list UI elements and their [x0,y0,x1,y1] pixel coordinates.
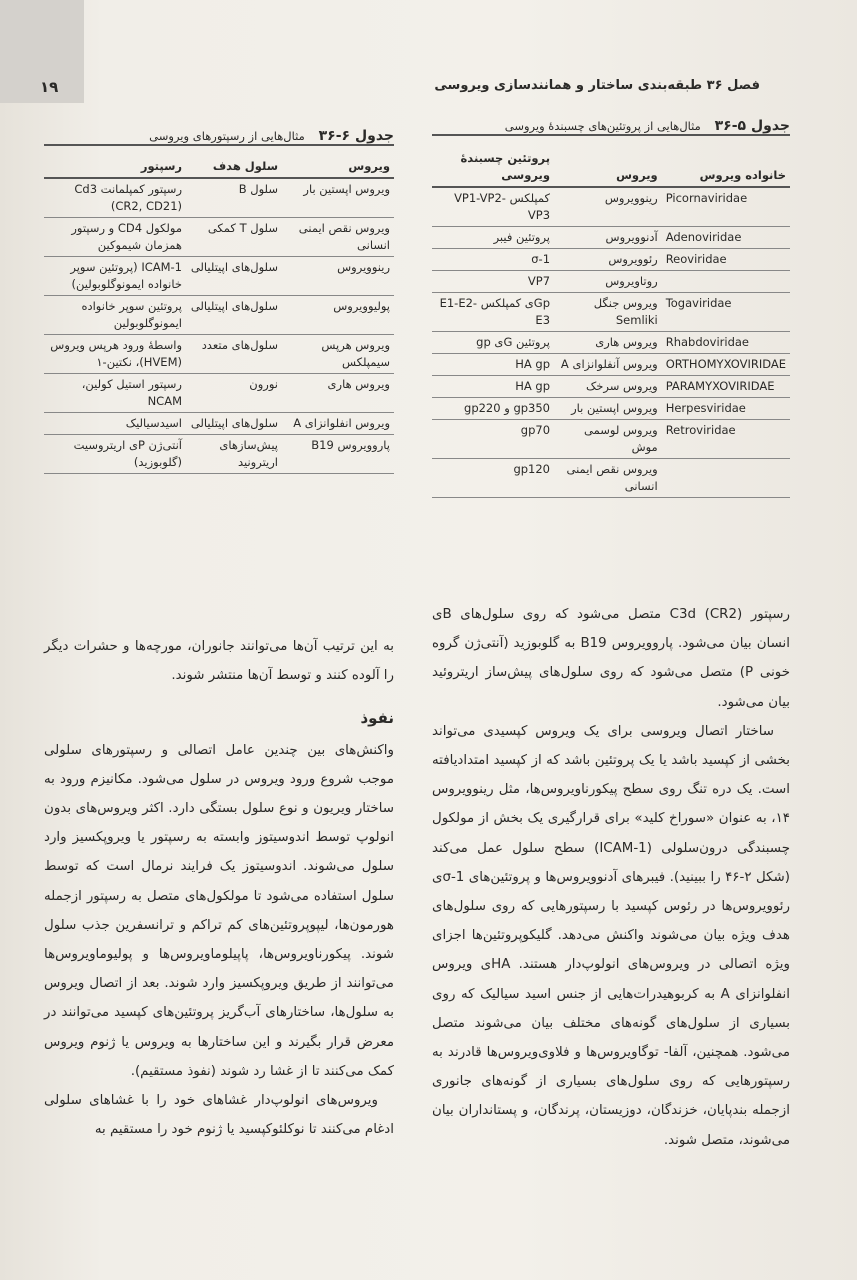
table6-cell-target: سلول‌های اپیتلیالی [186,257,282,296]
table5-cell-family [662,271,790,293]
table5-title: مثال‌هایی از پروتئین‌های چسبندۀ ویروسی [504,119,701,133]
table5-row [432,398,790,420]
table5-row [432,376,790,398]
table6-cell-target: سلول‌های اپیتلیالی [186,296,282,335]
table6-cell-virus: ویروس انفلوانزای A [282,413,394,435]
table5-row [432,459,790,498]
table6-cell-receptor: مولکول CD4 و رسپتور همزمان شیموکین [44,218,186,257]
table5-cell-family: ORTHOMYXOVIRIDAE [662,354,790,376]
table6-cell-virus: رینوویروس [282,257,394,296]
table5-cell-family: PARAMYXOVIRIDAE [662,376,790,398]
running-title: فصل ۳۶ طبقه‌بندی ساختار و همانندسازی ویروسی [434,78,760,93]
table5-row [432,187,790,227]
table5-row [432,249,790,271]
table6-cell-receptor: اسیدسیالیک [44,413,186,435]
table5-cell-family: Adenoviridae [662,227,790,249]
table6-cell-virus: ویروس اپستین بار [282,178,394,218]
table6-row [44,218,394,257]
table5-row [432,293,790,332]
table5-cell-protein: HA gp [432,376,554,398]
table5-cell-virus: روتاویروس [554,271,662,293]
table6-cell-virus: ویروس هاری [282,374,394,413]
table5-cell-family: Togaviridae [662,293,790,332]
table6-row [44,413,394,435]
table6-header-virus: ویروس [282,156,394,178]
table6-cell-target: پیش‌سازهای اریترونید [186,435,282,474]
table6-row [44,374,394,413]
table5-cell-virus: ویروس هاری [554,332,662,354]
table6-cell-receptor: آنتی‌ژن Pی اریتروسیت (گلوبوزید) [44,435,186,474]
table6-cell-target: سلول B [186,178,282,218]
table5-cell-virus: رینوویروس [554,187,662,227]
table6-cell-virus: پاروویروس B19 [282,435,394,474]
table5-cell-virus: ویروس آنفلوانزای A [554,354,662,376]
paragraph: رسپتور C3d (CR2) متصل می‌شود که روی سلول‌های Bی انسان بیان می‌شود. پاروویروس B19 به گلوبوزید (آنتی‌ژن گروه خونی P) متصل می‌شود که روی سلول‌های پیش‌ساز اریتروئید بیان می‌شود. [432,607,791,710]
left-column [44,632,394,1144]
table5-cell-family: Reoviridae [662,249,790,271]
table5-cell-virus: رئوویروس [554,249,662,271]
table5-cell-family: Picornaviridae [662,187,790,227]
section-heading: نفوذ [360,709,394,728]
table5-cell-protein: کمپلکس VP1-VP2-VP3 [432,187,554,227]
table5-cell-protein: Gpی کمپلکس E1-E2-E3 [432,293,554,332]
table5-cell-protein: σ-1 [432,249,554,271]
table6 [44,156,394,474]
paragraph: به این ترتیب آن‌ها می‌توانند جانوران، مورچه‌ها و حشرات دیگر را آلوده کنند و توسط آن‌ها منتشر شوند. [44,639,394,684]
table6-row [44,296,394,335]
paragraph: ویروس‌های انولوپ‌دار غشاهای خود را با غشاهای سلولی ادغام می‌کنند تا نوکلئوکپسید یا ژنوم خود را مستقیم به [44,1093,394,1138]
table6-cell-target: سلول‌های اپیتلیالی [186,413,282,435]
table5-caption [432,118,790,136]
page-number: ۱۹ [40,78,59,96]
table5-cell-family: Rhabdoviridae [662,332,790,354]
table5-cell-virus: ویروس نقص ایمنی انسانی [554,459,662,498]
table5-cell-family: Herpesviridae [662,398,790,420]
table5-row [432,271,790,293]
table6-cell-target: نورون [186,374,282,413]
table5-cell-family: Retroviridae [662,420,790,459]
table6-header-receptor: رسپتور [44,156,186,178]
table6-row [44,257,394,296]
table5-cell-virus: ویروس سرخک [554,376,662,398]
table6-cell-target: سلول‌های متعدد [186,335,282,374]
table5-row [432,354,790,376]
table6-header-target: سلول هدف [186,156,282,178]
table6-number: جدول ۶-۳۶ [318,128,394,144]
table5-cell-virus: ویروس جنگل Semliki [554,293,662,332]
table5-cell-protein: VP7 [432,271,554,293]
table6-row [44,435,394,474]
table5-cell-protein: پروتئین فیبر [432,227,554,249]
table5-cell-virus: ویروس اپستین بار [554,398,662,420]
table5-cell-virus: ویروس لوسمی موش [554,420,662,459]
table6-cell-receptor: واسطۀ ورود هرپس ویروس (HVEM)، نکتین-۱ [44,335,186,374]
table6-cell-receptor: رسپتور استیل کولین، NCAM [44,374,186,413]
paragraph: ساختار اتصال ویروسی برای یک ویروس کپسیدی می‌تواند بخشی از کپسید باشد یا یک پروتئین باشد که از کپسید امتدادیافته است. یک دره تنگ روی سطح پیکورناویروس‌ها، مثل رینوویروس ۱۴، به عنوان «سوراخ کلید» برای قرارگیری یک بخش از مولکول چسبندگی درون‌سلولی (ICAM-1) سطح سلول عمل می‌کند (شکل ۲-۴۶ را ببینید). فیبرهای آدنوویروس‌ها و پروتئین‌های σ-1ی رئوویروس‌ها در رئوس کپسید با رسپتورهایی که روی سلول‌های هدف ویژه بیان می‌شوند واکنش می‌دهد. گلیکوپروتئین‌ها اجزای ویژه اتصالی در ویروس‌های انولوپ‌دار هستند. HAی ویروس انفلوانزای A به کربوهیدرات‌هایی از جنس اسید سیالیک که روی بسیاری از سلول‌های گونه‌های مختلف بیان می‌شوند متصل می‌شود. همچنین، آلفا- توگاویروس‌ها و فلاوی‌ویروس‌ها قادرند به رسپتورهایی که روی سلول‌های بسیاری از گونه‌های جانوری ازجمله بندپایان، خزندگان، دوزیستان، پرندگان، و پستانداران بیان می‌شوند، متصل شوند. [432,723,790,1148]
table5 [432,148,790,498]
table5-cell-protein: HA gp [432,354,554,376]
table5-row [432,332,790,354]
table6-cell-receptor: رسپتور کمپلمانت Cd3 (CR2, CD21) [44,178,186,218]
table5-cell-family [662,459,790,498]
table5-header-protein: پروتئین چسبندۀ ویروسی [432,148,554,187]
table6-title: مثال‌هایی از رسپتورهای ویروسی [149,129,305,143]
table5-header-virus: ویروس [554,148,662,187]
table5-cell-protein: پروتئین Gی gp [432,332,554,354]
table6-cell-virus: ویروس هرپس سیمپلکس [282,335,394,374]
table6-caption [44,128,394,146]
table5-cell-protein: gp120 [432,459,554,498]
table5-cell-protein: gp70 [432,420,554,459]
paragraph: واکنش‌های بین چندین عامل اتصالی و رسپتورهای سلولی موجب شروع ورود ویروس در سلول می‌شود. مکانیزم ورود به ساختار ویریون و نوع سلول بستگی دارد. اکثر ویروس‌های بدون انولوپ توسط اندوسیتوز وابسته به رسپتور یا ویروپکسیز وارد سلول می‌شوند. اندوسیتوز یک فرایند نرمال است که توسط سلول استفاده می‌شود تا مولکول‌های متصل به رسپتور ازجمله هورمون‌ها، لیپوپروتئین‌های کم تراکم و ترانسفرین جذب سلول شوند. پیکورناویروس‌ها، پاپیلوماویروس‌ها و پولیوماویروس‌ها می‌توانند از طریق ویروپکسیز وارد شوند. بعد از اتصال ویروس به سلول‌ها، ساختارهای آب‌گریز پروتئین‌های کپسید می‌توانند در معرض قرار بگیرند و این ساختارها به ویروس یا ژنوم ویروس کمک می‌کنند تا از غشا رد شوند (نفوذ مستقیم). [44,742,394,1079]
table6-cell-target: سلول T کمکی [186,218,282,257]
table5-header-family: خانواده ویروس [662,148,790,187]
table5-row [432,420,790,459]
table6-cell-receptor: ICAM-1 (پروتئین سوپر خانواده ایمونوگلوبولین) [44,257,186,296]
right-column [432,600,790,1155]
table5-cell-virus: آدنوویروس [554,227,662,249]
table6-row [44,178,394,218]
table6-cell-receptor: پروتئین سوپر خانواده ایمونوگلوبولین [44,296,186,335]
table6-row [44,335,394,374]
table6-cell-virus: ویروس نقص ایمنی انسانی [282,218,394,257]
table5-cell-protein: gp350 و gp220 [432,398,554,420]
table6-cell-virus: پولیوویروس [282,296,394,335]
table5-row [432,227,790,249]
table5-number: جدول ۵-۳۶ [714,118,790,134]
